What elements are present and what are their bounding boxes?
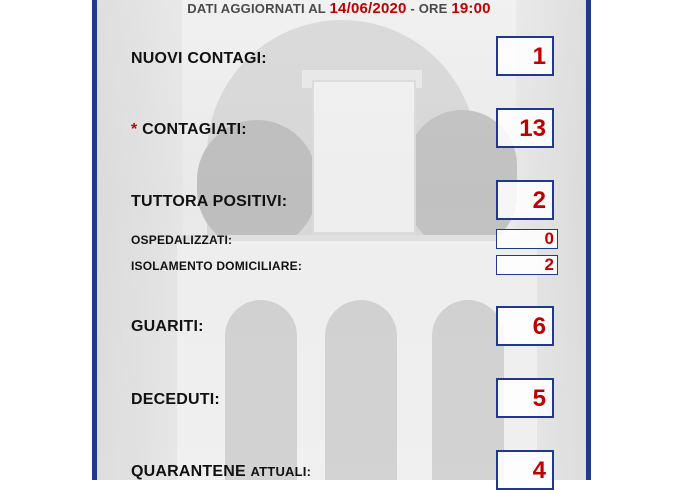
value-contagiati: 13 <box>496 108 554 148</box>
label-quarantene-sub: ATTUALI: <box>250 464 312 479</box>
label-quarantene-text: QUARANTENE <box>131 463 246 480</box>
asterisk-mark: * <box>131 121 138 138</box>
value-guariti: 6 <box>496 306 554 346</box>
label-isolamento-domiciliare: ISOLAMENTO DOMICILIARE: <box>131 259 303 273</box>
header-prefix: DATI AGGIORNATI AL <box>187 1 326 16</box>
value-deceduti: 5 <box>496 378 554 418</box>
label-tuttora-positivi: TUTTORA POSITIVI: <box>131 193 288 210</box>
label-contagiati-text: CONTAGIATI: <box>142 121 247 138</box>
label-guariti: GUARITI: <box>131 318 204 335</box>
label-deceduti: DECEDUTI: <box>131 391 220 408</box>
label-nuovi-contagi: NUOVI CONTAGI: <box>131 50 267 67</box>
update-date: 14/06/2020 <box>329 0 407 17</box>
value-quarantene: 4 <box>496 450 554 490</box>
update-header <box>0 0 678 20</box>
value-tuttora-positivi: 2 <box>496 180 554 220</box>
value-ospedalizzati: 0 <box>496 229 558 249</box>
value-isolamento-domiciliare: 2 <box>496 255 558 275</box>
label-ospedalizzati: OSPEDALIZZATI: <box>131 233 233 247</box>
header-separator: - ORE <box>410 1 448 16</box>
update-time: 19:00 <box>451 0 491 17</box>
label-quarantene <box>131 463 311 481</box>
label-contagiati <box>131 121 247 139</box>
value-nuovi-contagi: 1 <box>496 36 554 76</box>
